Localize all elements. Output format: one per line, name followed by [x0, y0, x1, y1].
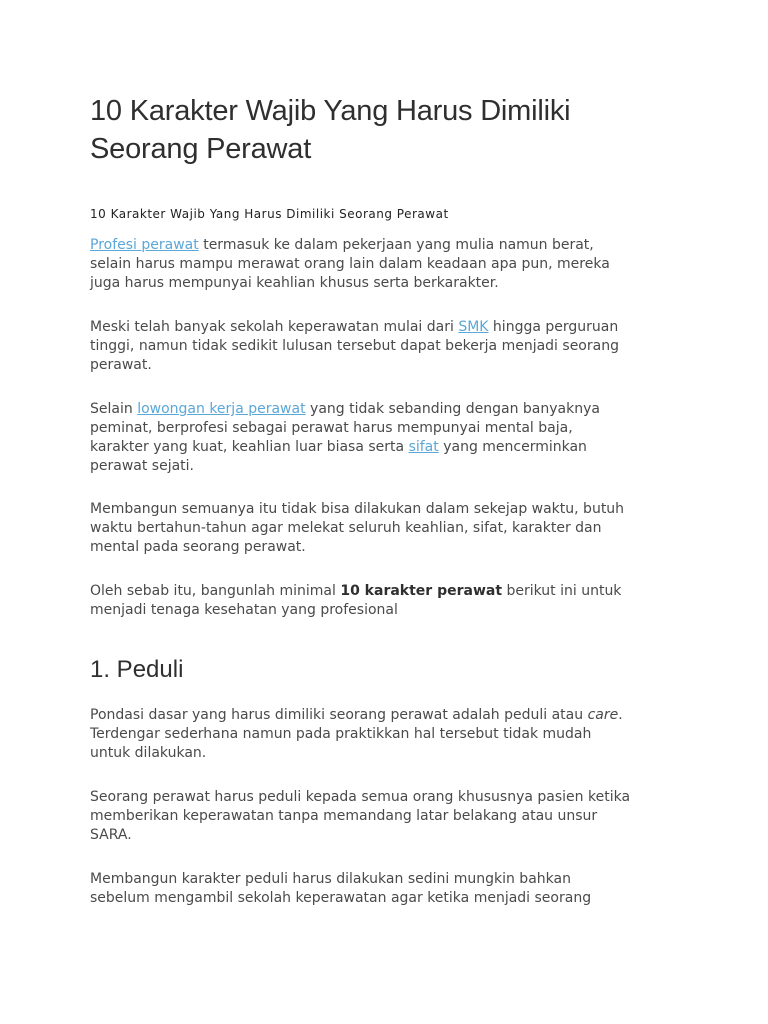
paragraph-line	[90, 582, 690, 601]
text-span: hingga perguruan	[488, 319, 619, 335]
paragraph-line: menjadi tenaga kesehatan yang profesional	[90, 602, 398, 618]
section1-paragraph-3	[90, 870, 690, 908]
paragraph-line: untuk dilakukan.	[90, 745, 207, 761]
paragraph-line	[90, 400, 690, 419]
paragraph-line: peminat, berprofesi sebagai perawat harus mempunyai mental baja,	[90, 420, 573, 436]
title-line: 10 Karakter Wajib Yang Harus Dimiliki	[90, 95, 571, 127]
text-span: Pondasi dasar yang harus dimiliki seorang perawat adalah peduli atau	[90, 707, 588, 723]
paragraph-line: tinggi, namun tidak sedikit lulusan tersebut dapat bekerja menjadi seorang	[90, 338, 619, 354]
link-lowongan-kerja-perawat[interactable]: lowongan kerja perawat	[137, 401, 306, 417]
section-heading-peduli: 1. Peduli	[90, 656, 184, 683]
paragraph-line: selain harus mampu merawat orang lain dalam keadaan apa pun, mereka	[90, 256, 610, 272]
text-span: Meski telah banyak sekolah keperawatan mulai dari	[90, 319, 459, 335]
text-span: karakter yang kuat, keahlian luar biasa serta	[90, 439, 409, 455]
paragraph-line: memberikan keperawatan tanpa memandang latar belakang atau unsur	[90, 808, 598, 824]
link-sifat[interactable]: sifat	[408, 439, 439, 455]
paragraph-line: sebelum mengambil sekolah keperawatan agar ketika menjadi seorang	[90, 890, 592, 906]
paragraph-line: Seorang perawat harus peduli kepada semua orang khususnya pasien ketika	[90, 789, 631, 805]
paragraph-line: perawat.	[90, 357, 152, 373]
text-span: yang tidak sebanding dengan banyaknya	[305, 401, 600, 417]
text-span: Selain	[90, 401, 138, 417]
link-smk[interactable]: SMK	[458, 319, 489, 335]
paragraph-line: Membangun karakter peduli harus dilakukan sedini mungkin bahkan	[90, 871, 571, 887]
italic-text: care	[587, 707, 619, 723]
paragraph-line: Membangun semuanya itu tidak bisa dilakukan dalam sekejap waktu, butuh	[90, 501, 625, 517]
paragraph-3	[90, 400, 690, 476]
paragraph-line: juga harus mempunyai keahlian khusus serta berkarakter.	[90, 275, 499, 291]
text-span: yang mencerminkan	[438, 439, 587, 455]
paragraph-4	[90, 500, 690, 557]
paragraph-1	[90, 236, 690, 293]
paragraph-line: waktu bertahun-tahun agar melekat seluruh keahlian, sifat, karakter dan	[90, 520, 602, 536]
section1-paragraph-1	[90, 706, 690, 763]
text-span: .	[618, 707, 623, 723]
paragraph-5	[90, 582, 690, 620]
paragraph-line	[90, 706, 690, 725]
paragraph-line: Terdengar sederhana namun pada praktikkan hal tersebut tidak mudah	[90, 726, 592, 742]
text-span: berikut ini untuk	[502, 583, 622, 599]
text-span: Oleh sebab itu, bangunlah minimal	[90, 583, 341, 599]
paragraph-2	[90, 318, 690, 375]
title-line: Seorang Perawat	[90, 133, 312, 165]
article-title	[90, 92, 690, 168]
paragraph-line	[90, 236, 690, 255]
paragraph-line: SARA.	[90, 827, 132, 843]
article-subtitle: 10 Karakter Wajib Yang Harus Dimiliki Seorang Perawat	[90, 207, 449, 221]
paragraph-line: perawat sejati.	[90, 458, 195, 474]
link-profesi-perawat[interactable]: Profesi perawat	[90, 237, 199, 253]
paragraph-line	[90, 318, 690, 337]
section1-paragraph-2	[90, 788, 690, 845]
bold-text: 10 karakter perawat	[340, 583, 503, 599]
text-span: termasuk ke dalam pekerjaan yang mulia namun berat,	[198, 237, 594, 253]
paragraph-line	[90, 438, 690, 457]
paragraph-line: mental pada seorang perawat.	[90, 539, 306, 555]
